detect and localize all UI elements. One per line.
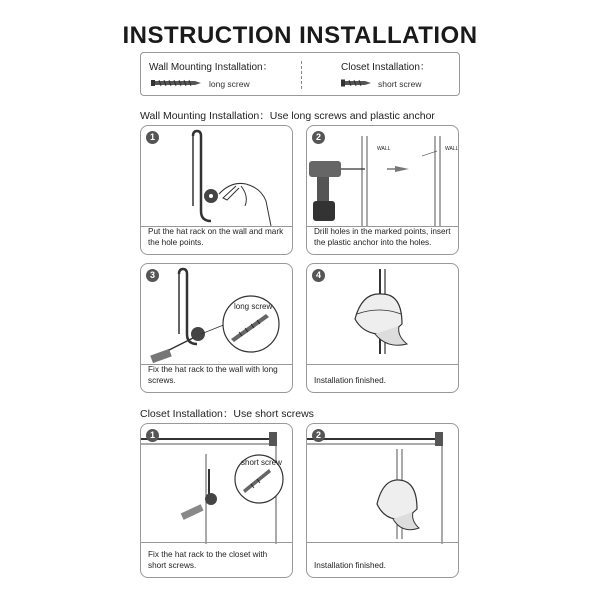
step-number-badge: 2 xyxy=(312,429,325,442)
long-screw-callout: long screw xyxy=(234,302,273,311)
long-screw-icon xyxy=(151,78,201,88)
wall-step-4-card xyxy=(306,263,459,393)
page-title: INSTRUCTION INSTALLATION xyxy=(122,22,478,49)
legend-divider xyxy=(301,61,302,89)
short-screw-callout: short screw xyxy=(241,458,282,467)
step-caption: Put the hat rack on the wall and mark the hole points. xyxy=(148,227,284,247)
legend-closet-label: Closet Installation： xyxy=(341,62,430,73)
wall-step-1-card xyxy=(140,125,293,255)
closet-step-2-card xyxy=(306,423,459,578)
screw-legend xyxy=(140,52,460,96)
wall-step-4-illustration xyxy=(307,264,459,393)
legend-short-screw: short screw xyxy=(378,79,422,89)
step-number-badge: 3 xyxy=(146,269,159,282)
step-caption: Fix the hat rack to the closet with short screws. xyxy=(148,550,268,570)
closet-step-1-card xyxy=(140,423,293,578)
step-number-badge: 1 xyxy=(146,429,159,442)
caption-divider xyxy=(307,364,458,365)
caption-divider xyxy=(141,542,292,543)
closet-section-heading: Closet Installation：Use short screws xyxy=(140,408,314,420)
wall-step-3-card xyxy=(140,263,293,393)
wall-step-2-card xyxy=(306,125,459,255)
wall-tag: WALL xyxy=(377,146,391,152)
step-caption: Installation finished. xyxy=(314,560,386,570)
step-caption: Drill holes in the marked points, insert the plastic anchor into the holes. xyxy=(314,227,451,247)
step-number-badge: 2 xyxy=(312,131,325,144)
legend-long-screw: long screw xyxy=(209,79,250,89)
step-number-badge: 1 xyxy=(146,131,159,144)
step-caption: Fix the hat rack to the wall with long screws. xyxy=(148,365,278,385)
step-caption: Installation finished. xyxy=(314,375,386,385)
caption-divider xyxy=(307,542,458,543)
wall-section-heading: Wall Mounting Installation：Use long screws and plastic anchor xyxy=(140,110,435,122)
short-screw-icon xyxy=(341,78,371,88)
step-number-badge: 4 xyxy=(312,269,325,282)
closet-step-2-illustration xyxy=(307,424,459,578)
wall-tag: WALL xyxy=(445,146,459,152)
legend-wall-label: Wall Mounting Installation： xyxy=(149,62,273,73)
